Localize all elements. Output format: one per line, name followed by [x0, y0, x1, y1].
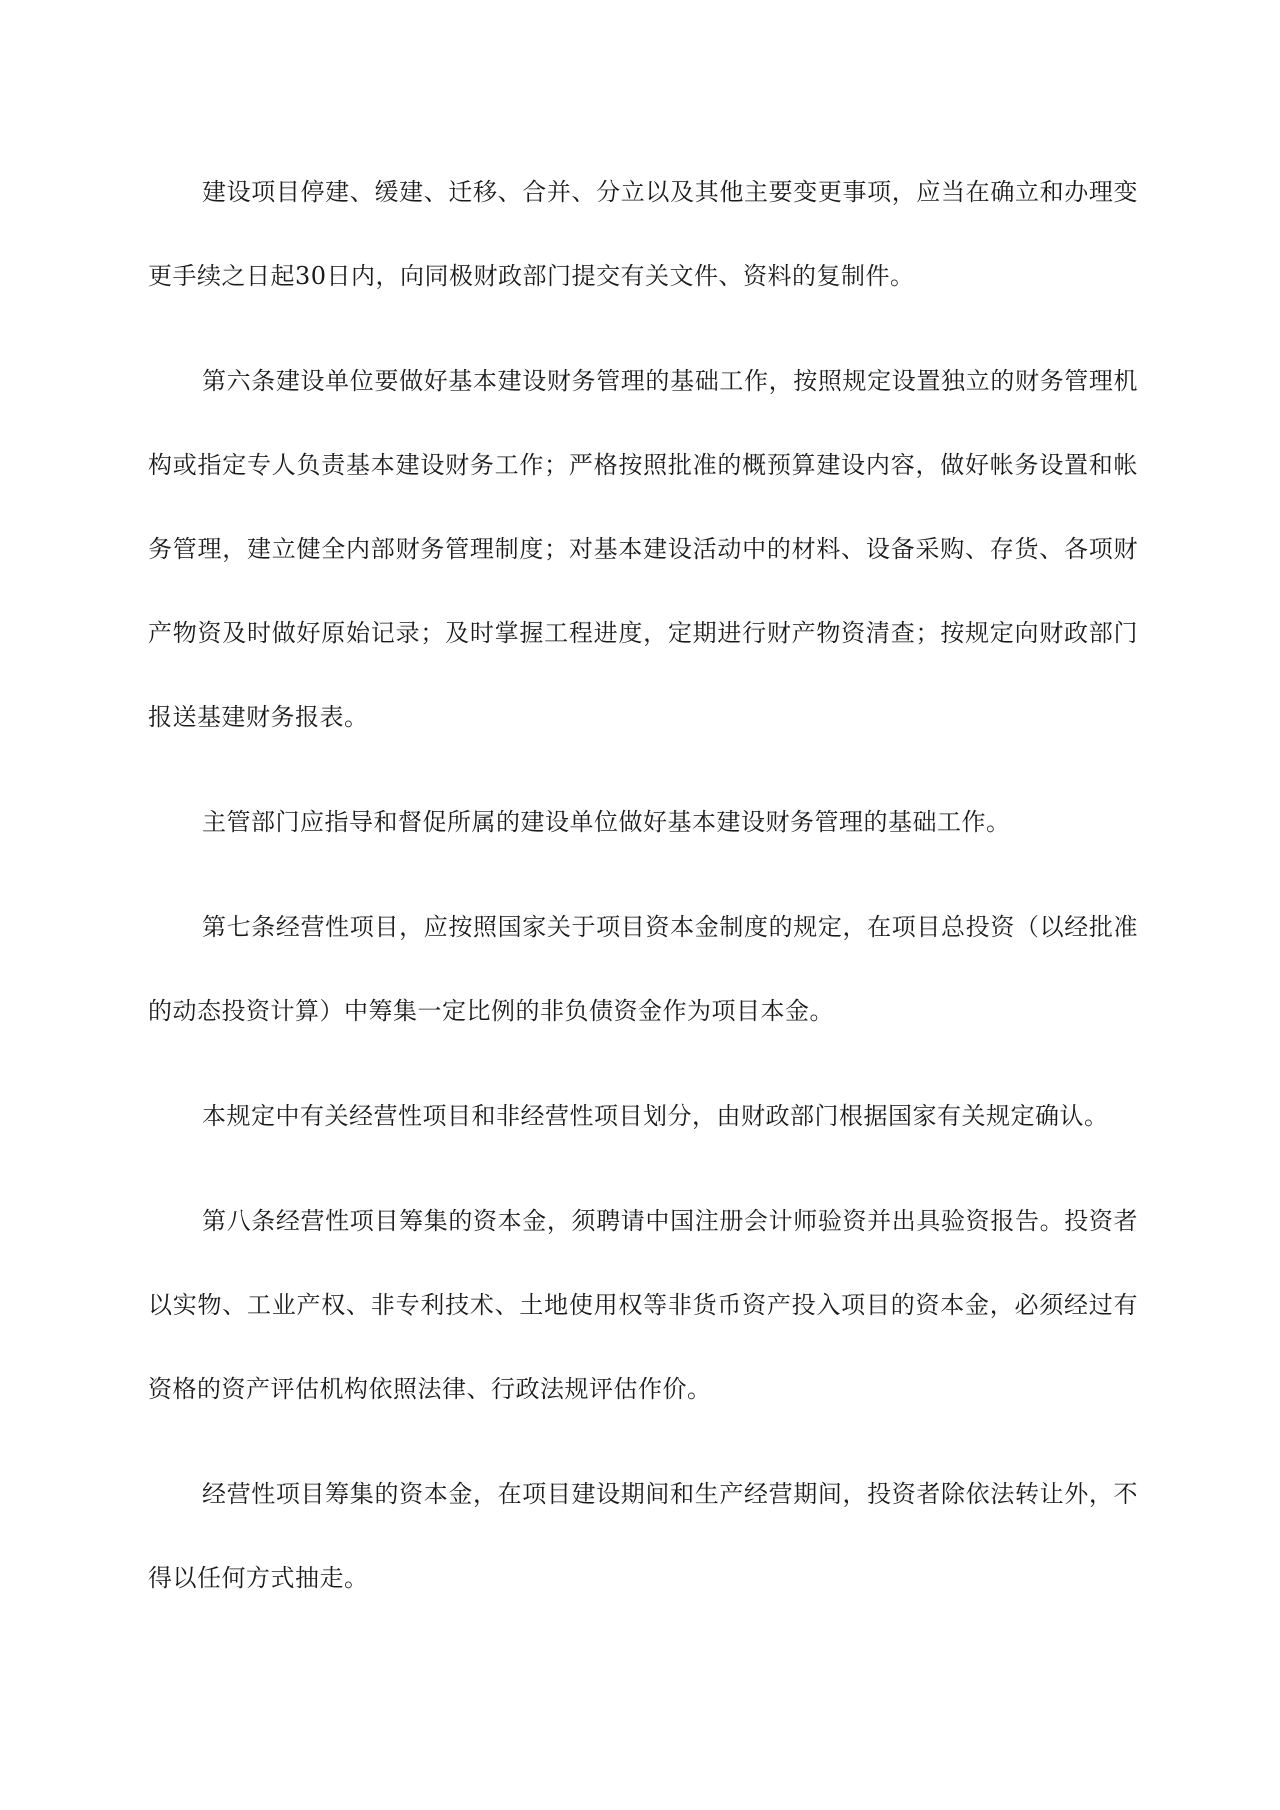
paragraph: 经营性项目筹集的资本金，在项目建设期间和生产经营期间，投资者除依法转让外，不得以任何方式抽走。	[148, 1480, 1138, 1592]
paragraph: 第八条经营性项目筹集的资本金，须聘请中国注册会计师验资并出具验资报告。投资者以实物、工业产权、非专利技术、土地使用权等非货币资产投入项目的资本金，必须经过有资格的资产评估机构依照法律、行政法规评估作价。	[148, 1207, 1138, 1403]
paragraph: 本规定中有关经营性项目和非经营性项目划分，由财政部门根据国家有关规定确认。	[202, 1102, 1109, 1130]
paragraph: 主管部门应指导和督促所属的建设单位做好基本建设财务管理的基础工作。	[202, 808, 1011, 836]
document-body	[148, 174, 1138, 1641]
paragraph: 第六条建设单位要做好基本建设财务管理的基础工作，按照规定设置独立的财务管理机构或指定专人负责基本建设财务工作；严格按照批准的概预算建设内容，做好帐务设置和帐务管理，建立健全内部财务管理制度；对基本建设活动中的材料、设备采购、存货、各项财产物资及时做好原始记录；及时掌握工程进度，定期进行财产物资清查；按规定向财政部门报送基建财务报表。	[148, 367, 1138, 731]
paragraph: 建设项目停建、缓建、迁移、合并、分立以及其他主要变更事项，应当在确立和办理变更手续之日起30日内，向同极财政部门提交有关文件、资料的复制件。	[148, 178, 1138, 290]
paragraph: 第七条经营性项目，应按照国家关于项目资本金制度的规定，在项目总投资（以经批准的动态投资计算）中筹集一定比例的非负债资金作为项目本金。	[148, 913, 1138, 1025]
